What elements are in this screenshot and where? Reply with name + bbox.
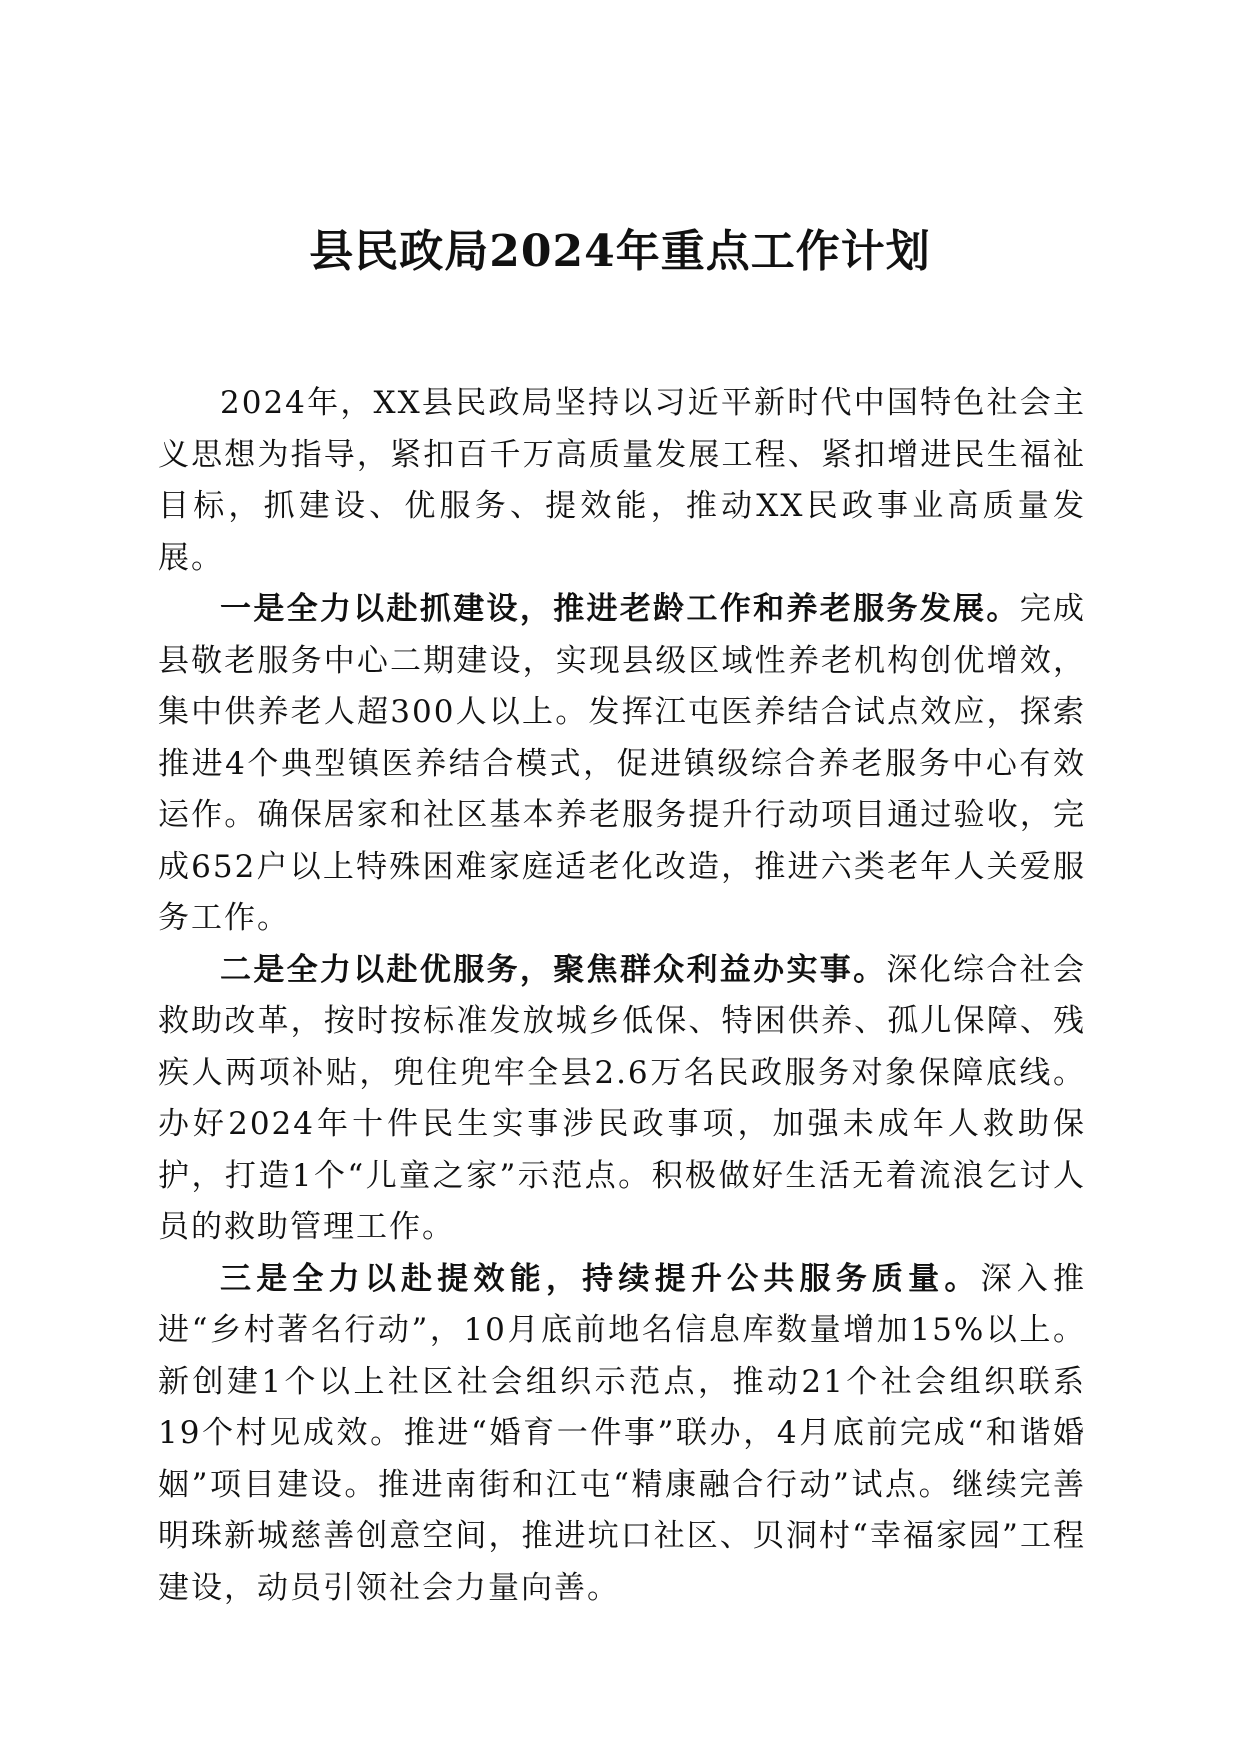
document-title: 县民政局2024年重点工作计划 [309,226,931,277]
section-text-3: 深入推进“乡村著名行动”，10月底前地名信息库数量增加15%以上。新创建1个以上社区社会组织示范点，推动21个社会组织联系19个村见成效。推进“婚育一件事”联办，4月底前完成“和谐婚姻”项目建设。推进南街和江屯“精康融合行动”试点。继续完善明珠新城慈善创意空间，推进坑口社区、贝洞村“幸福家园”工程建设，动员引领社会力量向善。 [158,1260,1087,1606]
intro-paragraph: 2024年，XX县民政局坚持以习近平新时代中国特色社会主义思想为指导，紧扣百千万高质量发展工程、紧扣增进民生福祉目标，抓建设、优服务、提效能，推动XX民政事业高质量发展。 [158,385,1086,576]
section-paragraph-2 [158,945,1086,1254]
section-paragraph-1 [158,584,1086,945]
document-body [158,378,1086,1614]
section-paragraph-3 [158,1254,1086,1615]
section-lead-2: 二是全力以赴优服务，聚焦群众利益办实事。 [220,951,887,988]
section-text-1: 完成县敬老服务中心二期建设，实现县级区域性养老机构创优增效，集中供养老人超300人以上。发挥江屯医养结合试点效应，探索推进4个典型镇医养结合模式，促进镇级综合养老服务中心有效运作。确保居家和社区基本养老服务提升行动项目通过验收，完成652户以上特殊困难家庭适老化改造，推进六类老年人关爱服务工作。 [158,591,1087,936]
section-text-2: 深化综合社会救助改革，按时按标准发放城乡低保、特困供养、孤儿保障、残疾人两项补贴，兜住兜牢全县2.6万名民政服务对象保障底线。办好2024年十件民生实事涉民政事项，加强未成年人救助保护，打造1个“儿童之家”示范点。积极做好生活无着流浪乞讨人员的救助管理工作。 [158,951,1087,1245]
section-lead-3: 三是全力以赴提效能，持续提升公共服务质量。 [220,1260,981,1297]
section-lead-1: 一是全力以赴抓建设，推进老龄工作和养老服务发展。 [220,591,1020,627]
